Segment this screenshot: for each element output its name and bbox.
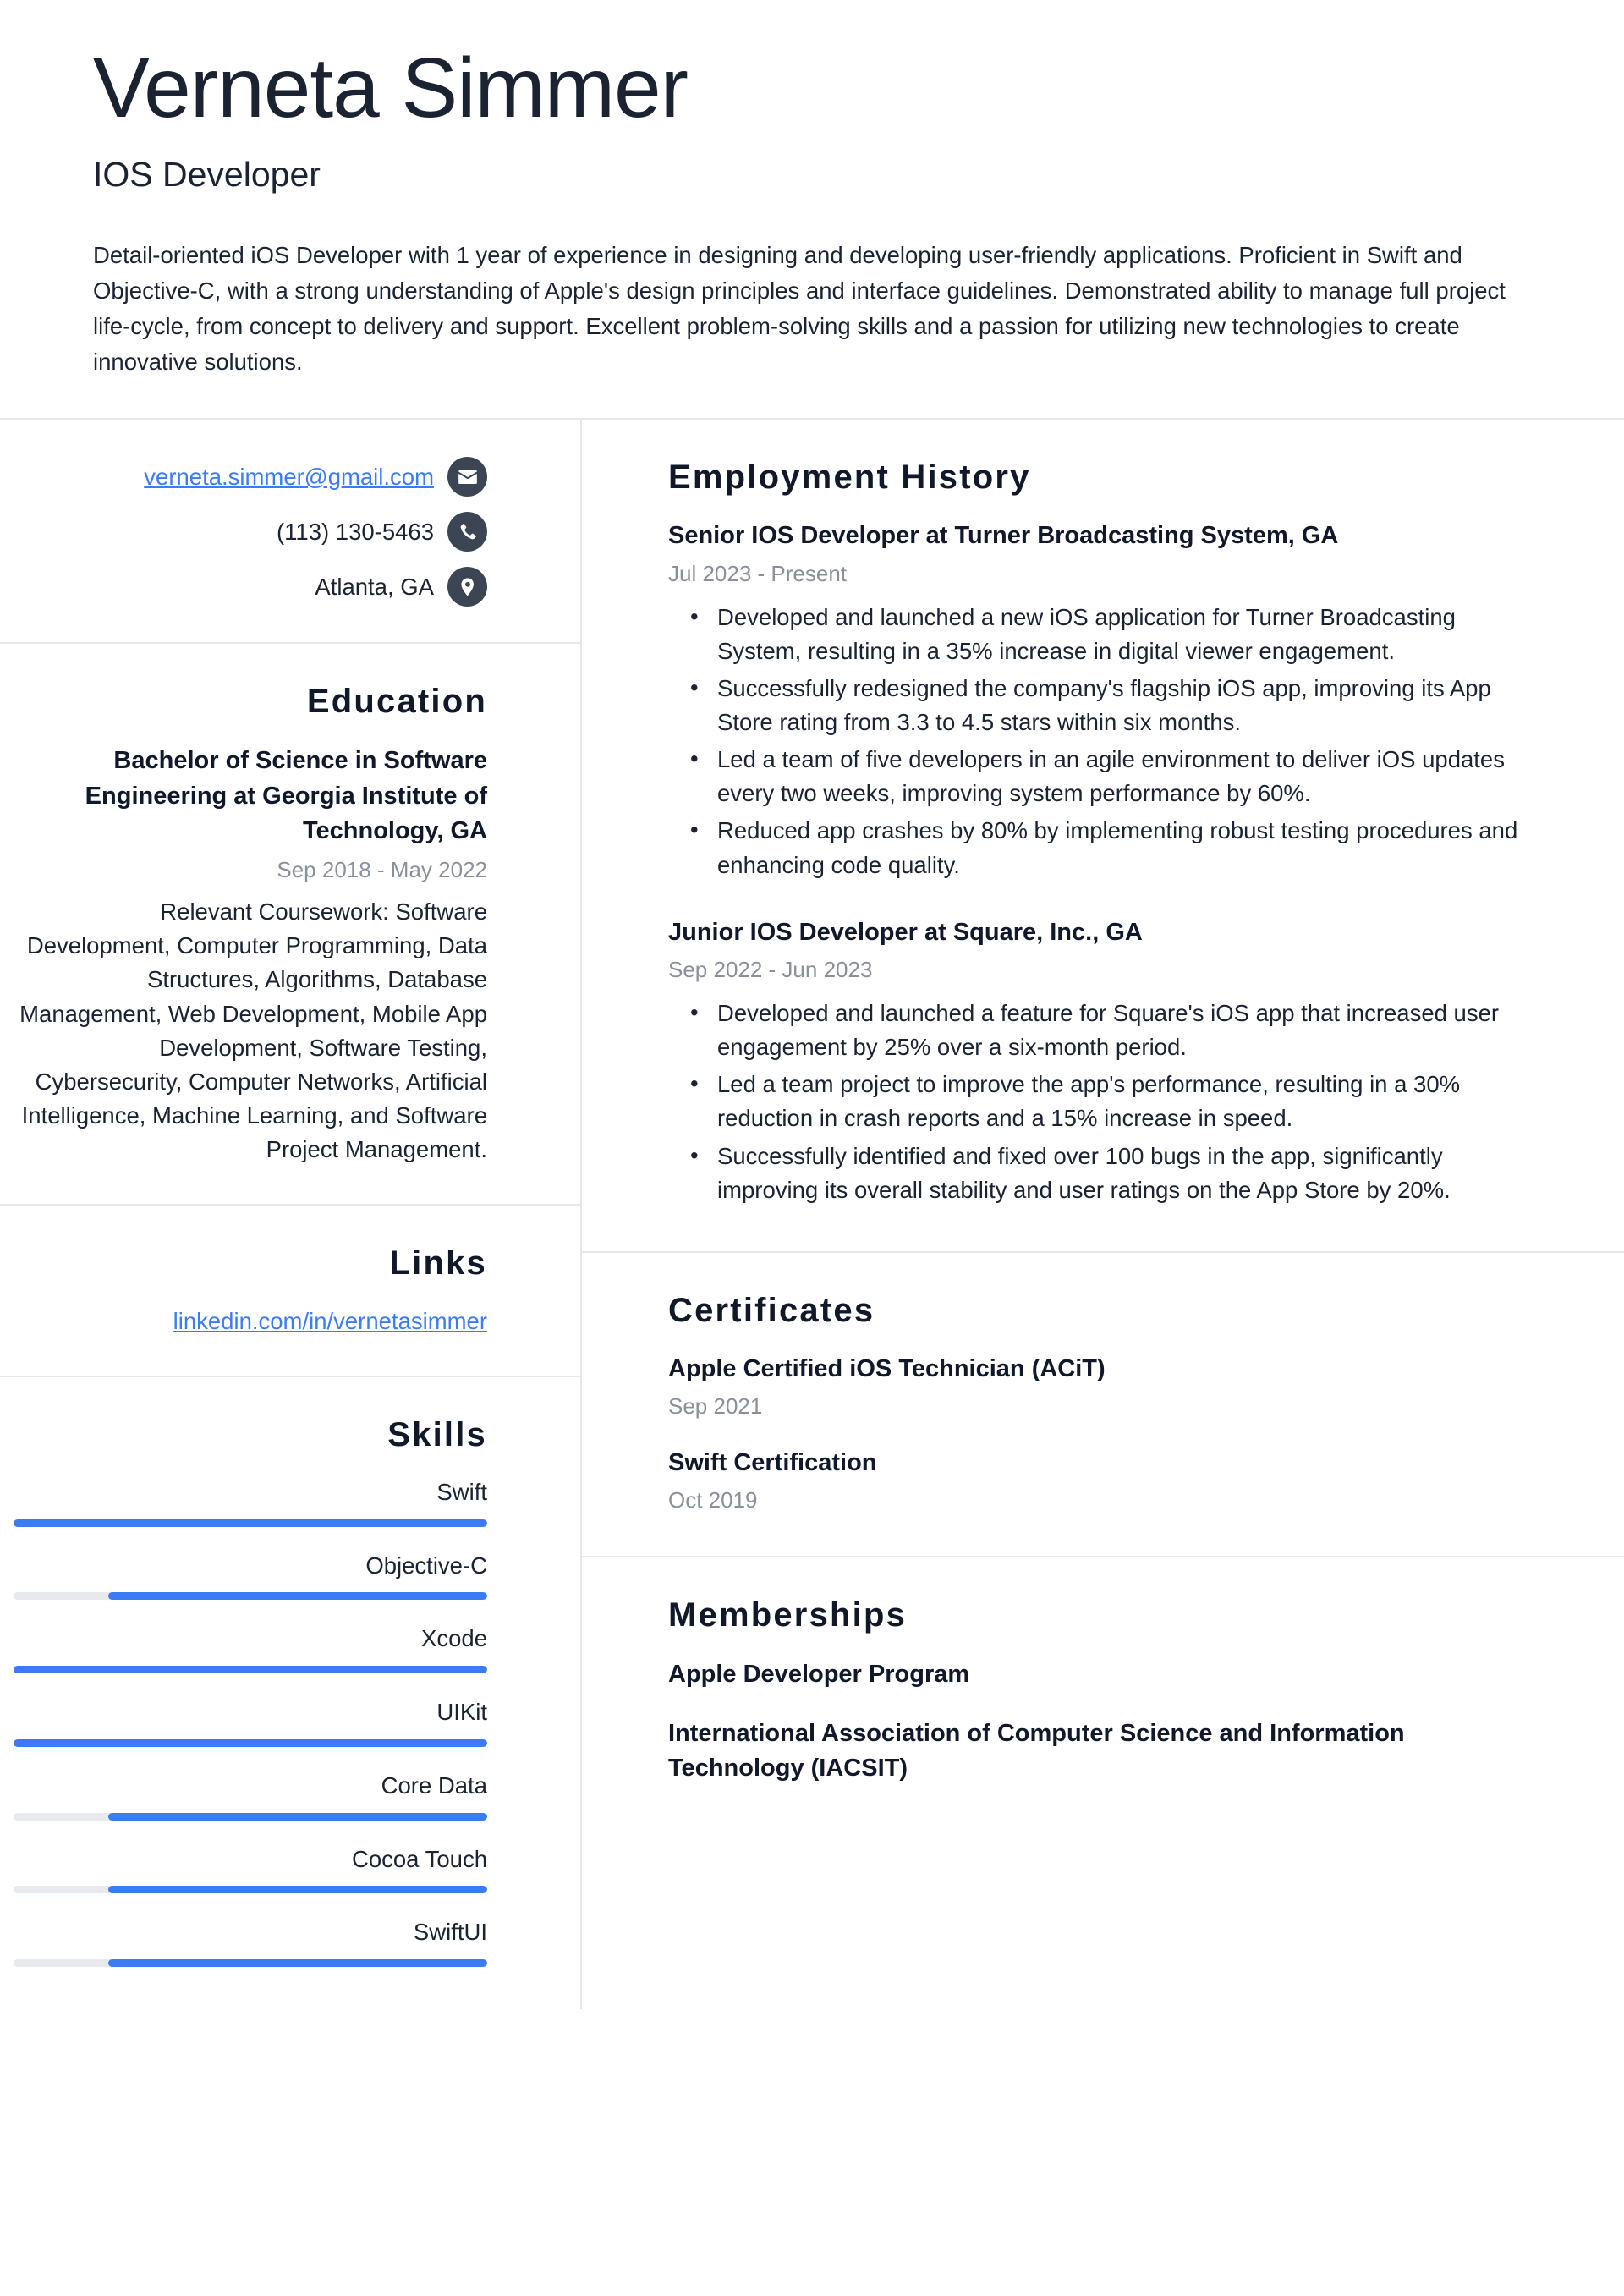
phone-value: (113) 130-5463 bbox=[276, 519, 434, 545]
certificate-date: Sep 2021 bbox=[668, 1392, 763, 1419]
skill-label: Core Data bbox=[381, 1771, 487, 1799]
skill-label: SwiftUI bbox=[413, 1919, 487, 1946]
job-bullet: • Developed and launched a feature for Square's iOS app that increased user engagement by 25% over a six-month period. bbox=[717, 997, 1531, 1064]
job-bullet: • Successfully redesigned the company's flagship iOS app, improving its App Store rating from 3.3 to 4.5 stars within six months. bbox=[717, 672, 1531, 739]
professional-summary: Detail-oriented iOS Developer with 1 year of experience in designing and developing user-friendly applications. Proficient in Swift and Objective-C, with a strong understanding of Apple's design principles and interface guidelines. Demonstrated ability to manage full project life-cycle, from concept to delivery and support. Excellent problem-solving skills and a passion for utilizing new technologies to create innovative solutions. bbox=[93, 242, 1506, 375]
skill-label: Xcode bbox=[421, 1625, 487, 1652]
certificate-name: Swift Certification bbox=[668, 1449, 877, 1477]
skill-level-bar bbox=[14, 1959, 487, 1967]
resume-header bbox=[0, 0, 1624, 418]
skill-level-bar bbox=[14, 1813, 487, 1821]
phone-icon bbox=[447, 512, 487, 552]
links-section bbox=[0, 1206, 580, 1377]
skill-level-fill bbox=[14, 1666, 487, 1673]
skill-label: Cocoa Touch bbox=[351, 1845, 487, 1872]
memberships-section bbox=[582, 1557, 1624, 1826]
link-item-linkedin[interactable]: linkedin.com/in/vernetasimmer bbox=[173, 1308, 487, 1335]
employment-section bbox=[582, 420, 1624, 1252]
skill-item bbox=[14, 1697, 487, 1747]
job-bullets bbox=[668, 601, 1531, 882]
job-role: Senior IOS Developer at Turner Broadcasting System, GA bbox=[668, 522, 1339, 550]
education-section bbox=[0, 644, 580, 1206]
certificates-heading: Certificates bbox=[668, 1291, 875, 1329]
skill-level-fill bbox=[108, 1959, 487, 1967]
skills-section bbox=[0, 1377, 580, 2009]
skill-item bbox=[14, 1623, 487, 1673]
job-bullets bbox=[668, 997, 1531, 1207]
job-bullet: • Successfully identified and fixed over 100 bugs in the app, significantly improving its overall stability and user ratings on the App Store by 20%. bbox=[717, 1140, 1531, 1207]
job-bullet: • Developed and launched a new iOS application for Turner Broadcasting System, resulting in a 35% increase in digital viewer engagement. bbox=[717, 601, 1531, 668]
contact-phone-row[interactable] bbox=[14, 512, 487, 552]
memberships-list bbox=[668, 1657, 1531, 1786]
job-date: Sep 2022 - Jun 2023 bbox=[668, 956, 873, 982]
right-column bbox=[582, 420, 1624, 2009]
skill-level-fill bbox=[108, 1886, 487, 1893]
email-link[interactable]: verneta.simmer@gmail.com bbox=[144, 463, 434, 490]
location-value: Atlanta, GA bbox=[315, 574, 434, 600]
envelope-icon bbox=[447, 457, 487, 497]
contact-section bbox=[0, 420, 580, 644]
contact-location-row[interactable] bbox=[14, 567, 487, 607]
skill-level-fill bbox=[108, 1592, 487, 1600]
skills-heading: Skills bbox=[387, 1415, 487, 1453]
skill-item bbox=[14, 1844, 487, 1894]
skill-item bbox=[14, 1917, 487, 1967]
skill-level-fill bbox=[108, 1813, 487, 1821]
certificate-name: Apple Certified iOS Technician (ACiT) bbox=[668, 1354, 1106, 1382]
job-bullet: • Led a team of five developers in an agile environment to deliver iOS updates every two weeks, improving system performance by 60%. bbox=[717, 743, 1531, 810]
skill-level-bar bbox=[14, 1739, 487, 1747]
job-bullet: • Led a team project to improve the app's performance, resulting in a 30% reduction in crash reports and a 15% increase in speed. bbox=[717, 1068, 1531, 1135]
certificates-list bbox=[668, 1353, 1531, 1515]
job-entry bbox=[668, 916, 1531, 1207]
education-date: Sep 2018 - May 2022 bbox=[277, 856, 487, 882]
certificate-entry bbox=[668, 1353, 1531, 1421]
job-bullet: • Reduced app crashes by 80% by implementing robust testing procedures and enhancing code quality. bbox=[717, 814, 1531, 882]
job-date: Jul 2023 - Present bbox=[668, 560, 848, 586]
skill-level-bar bbox=[14, 1592, 487, 1600]
education-degree: Bachelor of Science in Software Engineering at Georgia Institute of Technology, GA bbox=[85, 747, 487, 845]
job-role: Junior IOS Developer at Square, Inc., GA bbox=[668, 918, 1143, 946]
membership-entry: International Association of Computer Science and Information Technology (IACSIT) bbox=[668, 1719, 1405, 1782]
resume-body bbox=[0, 420, 1624, 2009]
skill-label: Objective-C bbox=[365, 1552, 487, 1579]
education-description: Relevant Coursework: Software Development, Computer Programming, Data Structures, Algorithms, Database Management, Web Development, Mobile App Development, Software Testing, Cybersecurity, Computer Networks, Artificial Intelligence, Machine Learning, and Software Project Management. bbox=[19, 898, 487, 1163]
skill-level-fill bbox=[14, 1519, 487, 1527]
skill-label: Swift bbox=[436, 1478, 487, 1505]
contact-email-row[interactable] bbox=[14, 457, 487, 497]
membership-entry: Apple Developer Program bbox=[668, 1661, 970, 1689]
skill-level-bar bbox=[14, 1519, 487, 1527]
education-heading: Education bbox=[306, 683, 487, 721]
skills-list bbox=[14, 1477, 487, 1967]
skill-level-fill bbox=[14, 1739, 487, 1747]
jobs-list bbox=[668, 519, 1531, 1206]
job-title: IOS Developer bbox=[93, 155, 321, 194]
skill-item bbox=[14, 1771, 487, 1821]
links-heading: Links bbox=[389, 1244, 487, 1283]
skill-level-bar bbox=[14, 1666, 487, 1673]
employment-heading: Employment History bbox=[668, 459, 1031, 497]
left-column bbox=[0, 420, 582, 2009]
page-title: Verneta Simmer bbox=[93, 41, 688, 135]
job-entry bbox=[668, 519, 1531, 882]
certificate-entry bbox=[668, 1447, 1531, 1515]
skill-item bbox=[14, 1551, 487, 1601]
memberships-heading: Memberships bbox=[668, 1596, 908, 1634]
map-pin-icon bbox=[447, 567, 487, 607]
certificate-date: Oct 2019 bbox=[668, 1487, 758, 1513]
skill-item bbox=[14, 1477, 487, 1527]
skill-label: UIKit bbox=[436, 1699, 487, 1726]
skill-level-bar bbox=[14, 1886, 487, 1893]
certificates-section bbox=[582, 1253, 1624, 1557]
